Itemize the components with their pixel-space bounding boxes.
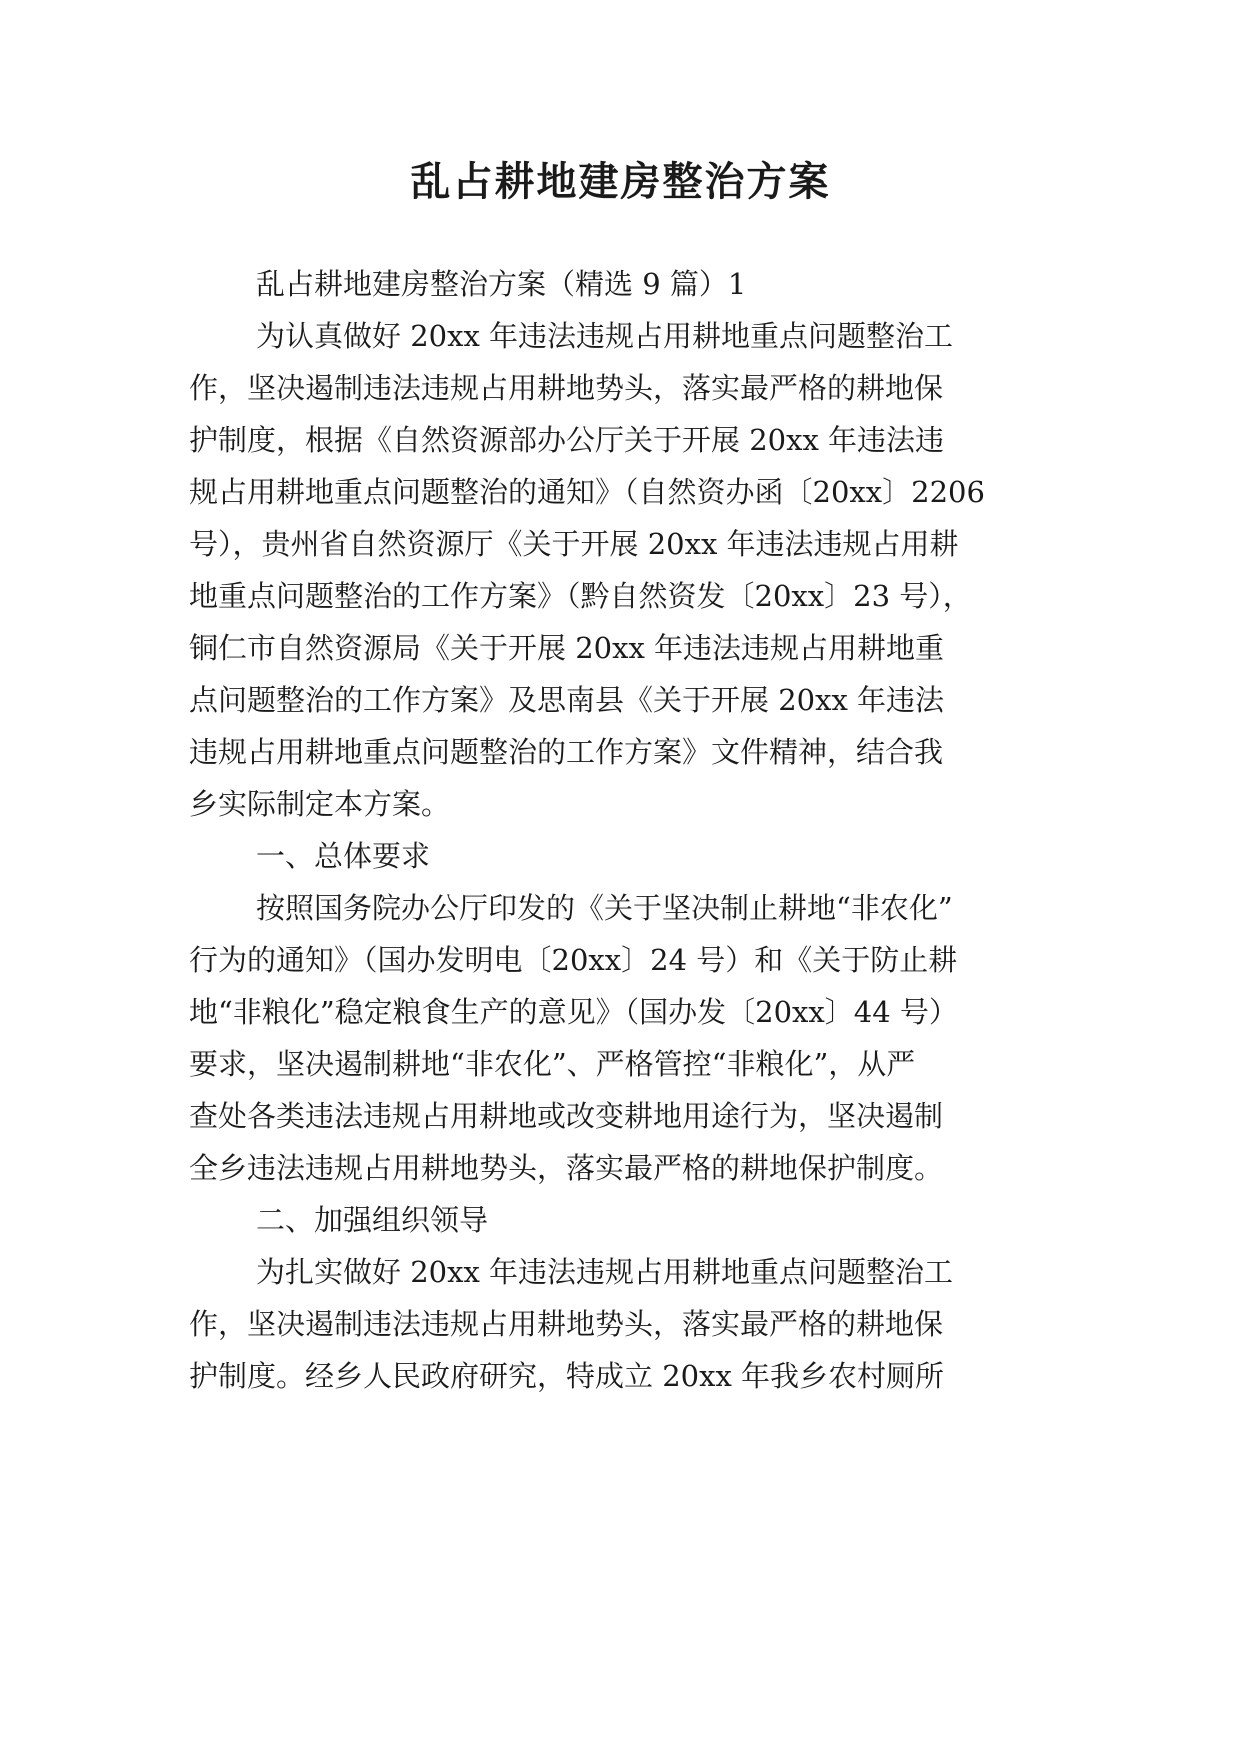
- section-heading: 二、加强组织领导: [256, 1203, 489, 1237]
- paragraph-line: 为认真做好 20xx 年违法违规占用耕地重点问题整治工: [256, 319, 954, 353]
- paragraph-line: 地“非粮化”稳定粮食生产的意见》（国办发〔20xx〕44 号）: [189, 995, 958, 1029]
- paragraph-line: 违规占用耕地重点问题整治的工作方案》文件精神，结合我: [189, 735, 944, 769]
- paragraph-line: 按照国务院办公厅印发的《关于坚决制止耕地“非农化”: [256, 891, 953, 925]
- paragraph-line: 为扎实做好 20xx 年违法违规占用耕地重点问题整治工: [256, 1255, 954, 1289]
- paragraph-line: 地重点问题整治的工作方案》（黔自然资发〔20xx〕23 号），: [189, 579, 972, 613]
- paragraph-line: 号），贵州省自然资源厅《关于开展 20xx 年违法违规占用耕: [189, 527, 959, 561]
- paragraph-line: 乡实际制定本方案。: [189, 787, 451, 821]
- paragraph-line: 铜仁市自然资源局《关于开展 20xx 年违法违规占用耕地重: [189, 631, 945, 665]
- paragraph-line: 作，坚决遏制违法违规占用耕地势头，落实最严格的耕地保: [189, 371, 944, 405]
- document-title: 乱占耕地建房整治方案: [410, 159, 831, 205]
- paragraph-line: 要求，坚决遏制耕地“非农化”、严格管控“非粮化”，从严: [189, 1047, 916, 1081]
- paragraph-line: 行为的通知》（国办发明电〔20xx〕24 号）和《关于防止耕: [189, 943, 958, 977]
- paragraph-line: 作，坚决遏制违法违规占用耕地势头，落实最严格的耕地保: [189, 1307, 944, 1341]
- paragraph-line: 护制度。经乡人民政府研究，特成立 20xx 年我乡农村厕所: [189, 1359, 945, 1393]
- subtitle-line: 乱占耕地建房整治方案（精选 9 篇）1: [256, 267, 747, 301]
- paragraph-line: 全乡违法违规占用耕地势头，落实最严格的耕地保护制度。: [189, 1151, 944, 1185]
- paragraph-line: 点问题整治的工作方案》及思南县《关于开展 20xx 年违法: [189, 683, 945, 717]
- paragraph-line: 规占用耕地重点问题整治的通知》（自然资办函〔20xx〕2206: [189, 475, 985, 509]
- paragraph-line: 查处各类违法违规占用耕地或改变耕地用途行为，坚决遏制: [189, 1099, 944, 1133]
- section-heading: 一、总体要求: [256, 839, 431, 873]
- paragraph-line: 护制度，根据《自然资源部办公厅关于开展 20xx 年违法违: [189, 423, 945, 457]
